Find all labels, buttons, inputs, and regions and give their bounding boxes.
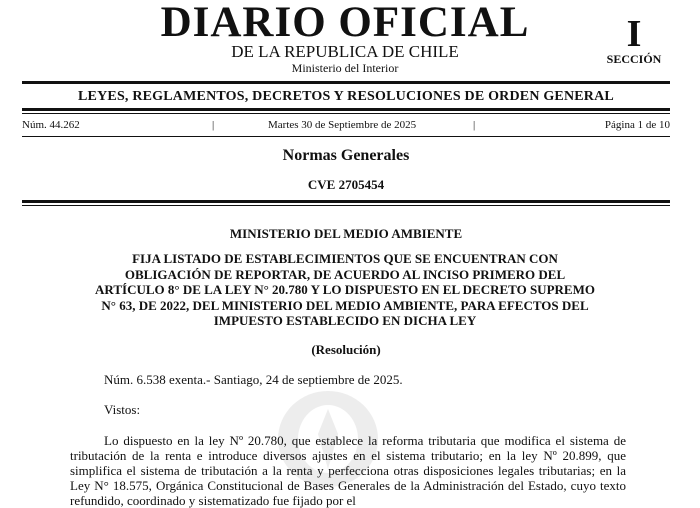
title-line: IMPUESTO ESTABLECIDO EN DICHA LEY: [213, 313, 477, 328]
info-separator-2: |: [473, 119, 476, 131]
resolution-title: [70, 251, 620, 329]
header-rule-thick: [22, 200, 670, 203]
banner-rule-thick: [22, 108, 670, 111]
issue-number: Núm. 44.262: [22, 119, 80, 131]
cve-code: CVE 2705454: [307, 177, 385, 192]
resolution-label: (Resolución): [311, 342, 381, 357]
masthead-rule-thick: [22, 81, 670, 84]
body-paragraph: Lo dispuesto en la ley Nº 20.780, que establece la reforma tributaria que modifica el sistema de tributación de la renta e introduce diversos ajustes en el sistema tributario; en la ley Nº 20.899, que simplifica el sistema de tributación a la renta y perfecciona otras disposiciones legales tributarias; en la Ley N° 18.575, Orgánica Constitucional de Bases Generales de la Administración del Estado, cuyo texto refundido, coordinado y sistematizado fue fijado por el: [70, 433, 626, 508]
title-line: N° 63, DE 2022, DEL MINISTERIO DEL MEDIO AMBIENTE, PARA EFECTOS DEL: [101, 297, 589, 313]
section-numeral: I: [626, 13, 642, 55]
ministry-heading: MINISTERIO DEL MEDIO AMBIENTE: [229, 226, 463, 241]
section-label: SECCIÓN: [606, 52, 662, 66]
info-separator-1: |: [212, 119, 215, 131]
issue-date: Martes 30 de Septiembre de 2025: [268, 119, 417, 131]
section-heading: Normas Generales: [282, 147, 410, 164]
banner-rule-thin: [22, 113, 670, 114]
title-line: FIJA LISTADO DE ESTABLECIMIENTOS QUE SE ENCUENTRAN CON: [132, 251, 558, 266]
masthead-title: DIARIO OFICIAL: [160, 0, 530, 46]
resolution-number-line: Núm. 6.538 exenta.- Santiago, 24 de septiembre de 2025.: [104, 372, 403, 387]
masthead-ministry: Ministerio del Interior: [291, 61, 399, 75]
masthead-subtitle: DE LA REPUBLICA DE CHILE: [231, 42, 459, 61]
info-rule: [22, 136, 670, 137]
vistos-heading: Vistos:: [104, 402, 141, 417]
title-line: ARTÍCULO 8° DE LA LEY N° 20.780 Y LO DISPUESTO EN EL DECRETO SUPREMO: [95, 282, 595, 297]
banner-heading: LEYES, REGLAMENTOS, DECRETOS Y RESOLUCIONES DE ORDEN GENERAL: [78, 89, 614, 104]
issue-info-bar: [22, 117, 670, 133]
page-indicator: Página 1 de 10: [604, 119, 670, 131]
title-line: OBLIGACIÓN DE REPORTAR, DE ACUERDO AL INCISO PRIMERO DEL: [124, 266, 566, 282]
header-rule-thin: [22, 205, 670, 206]
masthead: [0, 0, 700, 80]
